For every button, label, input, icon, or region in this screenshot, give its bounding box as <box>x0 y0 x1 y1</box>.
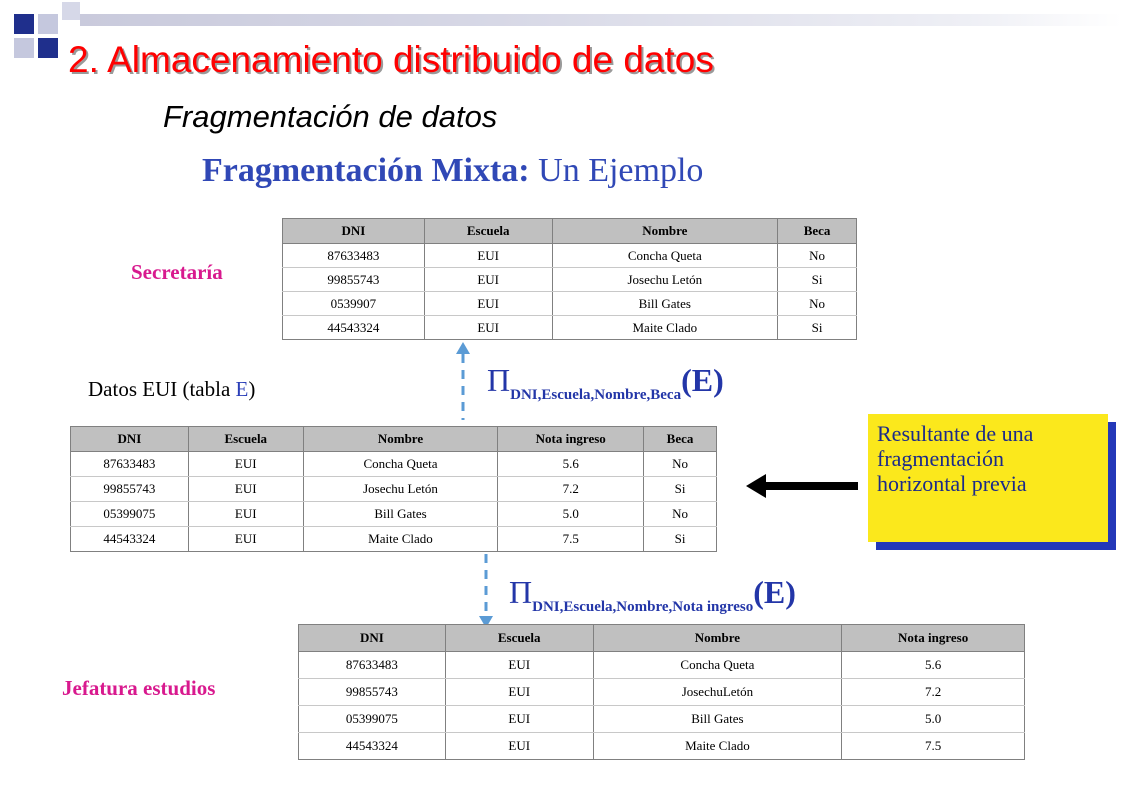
table-cell: EUI <box>424 244 552 268</box>
table-cell: 7.2 <box>498 477 644 502</box>
table-cell: Maite Clado <box>593 733 842 760</box>
decor-square <box>38 14 58 34</box>
table-row <box>71 502 717 527</box>
table-header-row <box>71 427 717 452</box>
table-row <box>283 316 857 340</box>
table-cell: 5.6 <box>498 452 644 477</box>
black-left-arrow <box>744 472 860 500</box>
pi-symbol: Π <box>487 362 511 398</box>
table-cell: 99855743 <box>283 268 425 292</box>
projection-beca <box>487 362 724 403</box>
table-row <box>283 292 857 316</box>
column-header: Nombre <box>552 219 778 244</box>
section-heading <box>202 152 703 189</box>
decor-square <box>14 38 34 58</box>
decor-square <box>38 38 58 58</box>
column-header: Beca <box>778 219 857 244</box>
table-cell: Maite Clado <box>552 316 778 340</box>
table-cell: 7.5 <box>498 527 644 552</box>
table-cell: 7.2 <box>842 679 1025 706</box>
table-cell: 87633483 <box>283 244 425 268</box>
pi-symbol: Π <box>509 574 533 610</box>
table-row <box>299 706 1025 733</box>
table-cell: 7.5 <box>842 733 1025 760</box>
table-cell: Bill Gates <box>552 292 778 316</box>
table-cell: Josechu Letón <box>303 477 498 502</box>
table-cell: No <box>644 502 717 527</box>
table-cell: 5.0 <box>498 502 644 527</box>
projection-attributes: DNI,Escuela,Nombre,Beca <box>510 387 682 403</box>
secretaria-table <box>282 218 857 340</box>
datos-suffix: ) <box>248 377 256 401</box>
slide-title: 2. Almacenamiento distribuido de datos <box>68 39 714 80</box>
column-header: Escuela <box>424 219 552 244</box>
callout-box <box>868 414 1108 542</box>
table-cell: 99855743 <box>71 477 189 502</box>
table-row <box>283 244 857 268</box>
datos-prefix: Datos EUI (tabla <box>88 377 236 401</box>
table-cell: Si <box>644 477 717 502</box>
column-header: Nombre <box>593 625 842 652</box>
callout-line: horizontal previa <box>877 470 1027 496</box>
decor-square <box>62 2 80 20</box>
table-cell: EUI <box>424 316 552 340</box>
table-cell: Si <box>778 316 857 340</box>
table-cell: EUI <box>445 679 593 706</box>
projection-attributes: DNI,Escuela,Nombre,Nota ingreso <box>532 599 754 615</box>
table-cell: EUI <box>188 527 303 552</box>
callout-line: fragmentación <box>877 445 1005 471</box>
datos-eui-table <box>70 426 717 552</box>
secretaria-label: Secretaría <box>131 260 223 284</box>
decor-square <box>14 14 34 34</box>
jefatura-table <box>298 624 1025 760</box>
projection-argument: (E) <box>753 574 796 610</box>
table-cell: EUI <box>445 652 593 679</box>
table-cell: EUI <box>188 477 303 502</box>
table-cell: EUI <box>424 268 552 292</box>
table-row <box>299 652 1025 679</box>
table-cell: 05399075 <box>299 706 446 733</box>
datos-table-name: E <box>235 377 249 401</box>
table-row <box>283 268 857 292</box>
table-cell: 87633483 <box>299 652 446 679</box>
heading-bold: Fragmentación Mixta: <box>202 152 530 189</box>
table-row <box>71 452 717 477</box>
table-cell: Bill Gates <box>303 502 498 527</box>
dashed-up-arrow <box>452 340 474 422</box>
column-header: Nombre <box>303 427 498 452</box>
column-header: Escuela <box>445 625 593 652</box>
column-header: DNI <box>283 219 425 244</box>
table-cell: 87633483 <box>71 452 189 477</box>
projection-nota <box>509 574 796 615</box>
table-row <box>71 477 717 502</box>
column-header: Nota ingreso <box>842 625 1025 652</box>
jefatura-label: Jefatura estudios <box>62 676 216 700</box>
table-row <box>71 527 717 552</box>
column-header: Beca <box>644 427 717 452</box>
table-cell: 5.6 <box>842 652 1025 679</box>
table-cell: 05399075 <box>71 502 189 527</box>
table-cell: 44543324 <box>71 527 189 552</box>
table-cell: Si <box>778 268 857 292</box>
column-header: DNI <box>299 625 446 652</box>
callout-line: Resultante de una <box>877 421 1034 446</box>
table-cell: 99855743 <box>299 679 446 706</box>
table-cell: 44543324 <box>283 316 425 340</box>
table-cell: Josechu Letón <box>552 268 778 292</box>
table-cell: No <box>778 292 857 316</box>
table-cell: EUI <box>424 292 552 316</box>
table-cell: 0539907 <box>283 292 425 316</box>
table-cell: Bill Gates <box>593 706 842 733</box>
table-cell: JosechuLetón <box>593 679 842 706</box>
table-cell: Si <box>644 527 717 552</box>
table-cell: 44543324 <box>299 733 446 760</box>
slide-subtitle: Fragmentación de datos <box>163 99 498 134</box>
column-header: Escuela <box>188 427 303 452</box>
table-row <box>299 679 1025 706</box>
column-header: Nota ingreso <box>498 427 644 452</box>
table-cell: Concha Queta <box>552 244 778 268</box>
heading-rest: Un Ejemplo <box>529 152 704 189</box>
column-header: DNI <box>71 427 189 452</box>
table-cell: EUI <box>445 706 593 733</box>
top-gradient-bar <box>80 14 1122 26</box>
table-header-row <box>283 219 857 244</box>
projection-argument: (E) <box>681 362 724 398</box>
table-cell: No <box>778 244 857 268</box>
table-header-row <box>299 625 1025 652</box>
dashed-down-arrow <box>475 552 497 630</box>
table-cell: 5.0 <box>842 706 1025 733</box>
table-cell: EUI <box>188 502 303 527</box>
table-cell: Maite Clado <box>303 527 498 552</box>
table-cell: No <box>644 452 717 477</box>
table-cell: EUI <box>188 452 303 477</box>
table-cell: Concha Queta <box>593 652 842 679</box>
table-cell: EUI <box>445 733 593 760</box>
datos-eui-label <box>88 377 255 402</box>
table-cell: Concha Queta <box>303 452 498 477</box>
table-row <box>299 733 1025 760</box>
